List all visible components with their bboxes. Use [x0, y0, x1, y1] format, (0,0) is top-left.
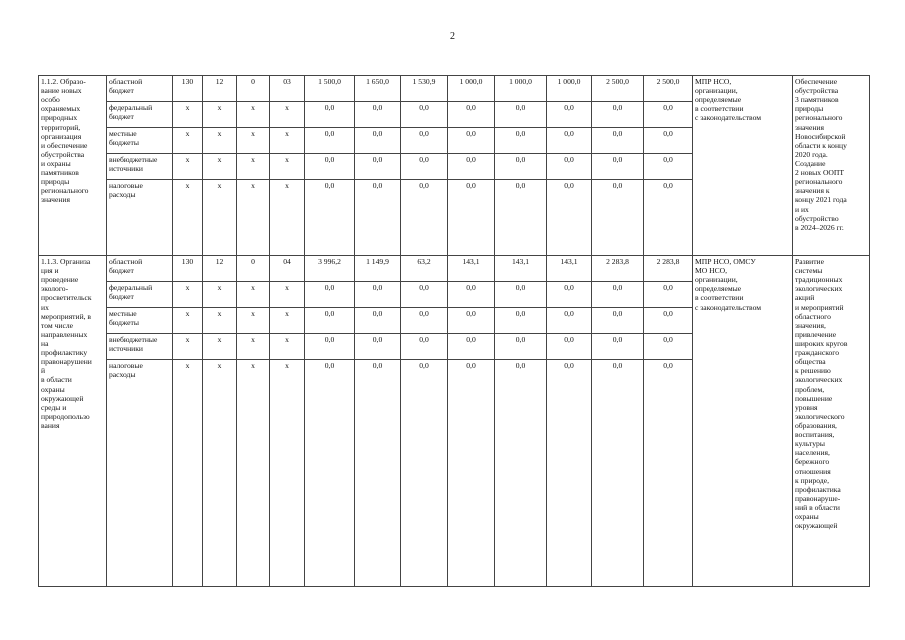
budget-code-cell: 0 [237, 76, 270, 102]
funding-source [107, 180, 173, 256]
amount-cell: 0,0 [448, 360, 495, 587]
funding-source [107, 308, 173, 334]
amount-cell: 0,0 [305, 360, 355, 587]
amount-cell: 0,0 [401, 360, 448, 587]
amount-cell: 0,0 [305, 308, 355, 334]
amount-cell: 0,0 [495, 282, 547, 308]
expected-result-cell [793, 256, 870, 587]
amount-cell: 0,0 [547, 102, 592, 128]
amount-cell: 0,0 [592, 282, 644, 308]
amount-cell: 0,0 [401, 154, 448, 180]
budget-code-cell: 12 [203, 76, 237, 102]
amount-cell: 0,0 [355, 102, 401, 128]
amount-cell: 1 000,0 [495, 76, 547, 102]
table-row [39, 76, 870, 102]
amount-cell: 0,0 [592, 360, 644, 587]
amount-cell: 0,0 [448, 334, 495, 360]
amount-cell: 0,0 [547, 308, 592, 334]
amount-cell: 0,0 [547, 360, 592, 587]
budget-code-cell: 03 [270, 76, 305, 102]
amount-cell: 2 283,8 [644, 256, 693, 282]
budget-code-cell: x [203, 154, 237, 180]
amount-cell: 0,0 [644, 154, 693, 180]
funding-source [107, 102, 173, 128]
budget-code-cell: x [237, 180, 270, 256]
budget-code-cell: x [270, 154, 305, 180]
budget-code-cell: x [203, 102, 237, 128]
amount-cell: 0,0 [644, 308, 693, 334]
amount-cell: 0,0 [305, 154, 355, 180]
amount-cell: 0,0 [305, 334, 355, 360]
amount-cell: 0,0 [401, 334, 448, 360]
amount-cell: 0,0 [448, 308, 495, 334]
budget-code-cell: x [173, 334, 203, 360]
executor-cell [693, 76, 793, 256]
budget-code-cell: x [237, 154, 270, 180]
amount-cell: 0,0 [355, 154, 401, 180]
funding-source [107, 282, 173, 308]
expected-result-text: Обеспечение обустройства 3 памятников природы регионального значения Новосибирской области к концу 2020 года. Создание 2 новых ООПТ регионального значения к концу 2021 года и их обустройство в 2024–2026 гг. [795, 77, 847, 232]
amount-cell: 1 000,0 [448, 76, 495, 102]
budget-code-cell: x [203, 360, 237, 587]
funding-source [107, 76, 173, 102]
budget-code-cell: x [237, 128, 270, 154]
budget-code-cell: 130 [173, 76, 203, 102]
budget-code-cell: x [173, 128, 203, 154]
amount-cell: 0,0 [305, 282, 355, 308]
funding-source [107, 360, 173, 587]
amount-cell: 0,0 [355, 334, 401, 360]
table-row [39, 256, 870, 282]
funding-source-text: областной бюджет [109, 257, 143, 276]
amount-cell: 0,0 [305, 128, 355, 154]
funding-source [107, 256, 173, 282]
funding-source-text: местные бюджеты [109, 129, 139, 148]
budget-code-cell: x [237, 282, 270, 308]
amount-cell: 0,0 [355, 128, 401, 154]
amount-cell: 3 996,2 [305, 256, 355, 282]
budget-code-cell: x [173, 360, 203, 587]
budget-code-cell: x [173, 308, 203, 334]
amount-cell: 0,0 [592, 308, 644, 334]
funding-source-text: местные бюджеты [109, 309, 139, 328]
amount-cell: 0,0 [401, 180, 448, 256]
funding-source-text: внебюджетные источники [109, 335, 158, 354]
budget-code-cell: x [173, 102, 203, 128]
amount-cell: 0,0 [495, 154, 547, 180]
amount-cell: 1 500,0 [305, 76, 355, 102]
amount-cell: 0,0 [547, 282, 592, 308]
budget-code-cell: 130 [173, 256, 203, 282]
activity-title-text: 1.1.3. Организа ция и проведение эколого- просветительск их мероприятий, в том числе направленных на профилактику правонарушени й в области охраны окружающей среды и природопользо вания [41, 257, 92, 430]
budget-code-cell: x [203, 308, 237, 334]
amount-cell: 0,0 [644, 334, 693, 360]
budget-code-cell: x [203, 334, 237, 360]
amount-cell: 0,0 [401, 102, 448, 128]
amount-cell: 0,0 [592, 154, 644, 180]
amount-cell: 2 283,8 [592, 256, 644, 282]
activity-title-text: 1.1.2. Образо- вание новых особо охраняемых природных территорий, организация и обеспечение обустройства и охраны памятников природы регионального значения [41, 77, 89, 205]
amount-cell: 0,0 [448, 154, 495, 180]
amount-cell: 0,0 [592, 180, 644, 256]
funding-source-text: налоговые расходы [109, 361, 143, 380]
amount-cell: 0,0 [547, 334, 592, 360]
amount-cell: 0,0 [644, 360, 693, 587]
amount-cell: 0,0 [305, 102, 355, 128]
budget-code-cell: x [173, 282, 203, 308]
amount-cell: 1 650,0 [355, 76, 401, 102]
amount-cell: 0,0 [495, 180, 547, 256]
budget-code-cell: x [237, 102, 270, 128]
executor-text: МПР НСО, ОМСУ МО НСО, организации, определяемые в соответствии с законодательством [695, 257, 762, 312]
budget-code-cell: x [173, 180, 203, 256]
activity-title [39, 76, 107, 256]
budget-code-cell: x [270, 334, 305, 360]
amount-cell: 143,1 [495, 256, 547, 282]
amount-cell: 0,0 [495, 360, 547, 587]
amount-cell: 0,0 [448, 180, 495, 256]
budget-code-cell: x [237, 360, 270, 587]
funding-source [107, 154, 173, 180]
funding-source-text: областной бюджет [109, 77, 143, 96]
budget-code-cell: x [203, 282, 237, 308]
amount-cell: 1 000,0 [547, 76, 592, 102]
amount-cell: 0,0 [448, 102, 495, 128]
funding-source-text: налоговые расходы [109, 181, 143, 200]
budget-code-cell: x [270, 360, 305, 587]
amount-cell: 143,1 [448, 256, 495, 282]
activity-title [39, 256, 107, 587]
budget-code-cell: 04 [270, 256, 305, 282]
amount-cell: 0,0 [592, 128, 644, 154]
budget-code-cell: x [270, 282, 305, 308]
amount-cell: 0,0 [495, 128, 547, 154]
funding-source [107, 334, 173, 360]
budget-code-cell: x [173, 154, 203, 180]
amount-cell: 0,0 [355, 308, 401, 334]
amount-cell: 0,0 [355, 180, 401, 256]
expected-result-cell [793, 76, 870, 256]
funding-source [107, 128, 173, 154]
executor-cell [693, 256, 793, 587]
budget-code-cell: x [237, 334, 270, 360]
amount-cell: 0,0 [355, 360, 401, 587]
amount-cell: 0,0 [448, 128, 495, 154]
budget-code-cell: x [270, 180, 305, 256]
amount-cell: 0,0 [495, 334, 547, 360]
amount-cell: 0,0 [547, 128, 592, 154]
executor-text: МПР НСО, организации, определяемые в соответствии с законодательством [695, 77, 762, 123]
budget-table [38, 75, 870, 587]
budget-code-cell: 12 [203, 256, 237, 282]
funding-source-text: федеральный бюджет [109, 283, 153, 302]
expected-result-text: Развитие системы традиционных экологических акций и мероприятий областного значения, привлечение широких кругов гражданского общества к решению экологических проблем, повышение уровня экологического образования, воспитания, культуры населения, бережного отношения к природе, профилактика правонаруше- ний в области охраны окружающей [795, 257, 848, 531]
amount-cell: 0,0 [644, 102, 693, 128]
amount-cell: 0,0 [644, 282, 693, 308]
amount-cell: 0,0 [401, 308, 448, 334]
amount-cell: 1 149,9 [355, 256, 401, 282]
amount-cell: 0,0 [401, 282, 448, 308]
amount-cell: 0,0 [644, 180, 693, 256]
amount-cell: 0,0 [495, 308, 547, 334]
amount-cell: 63,2 [401, 256, 448, 282]
funding-source-text: внебюджетные источники [109, 155, 158, 174]
amount-cell: 0,0 [547, 180, 592, 256]
amount-cell: 0,0 [448, 282, 495, 308]
amount-cell: 0,0 [495, 102, 547, 128]
amount-cell: 0,0 [305, 180, 355, 256]
amount-cell: 0,0 [401, 128, 448, 154]
amount-cell: 0,0 [547, 154, 592, 180]
amount-cell: 0,0 [355, 282, 401, 308]
budget-code-cell: x [270, 128, 305, 154]
amount-cell: 0,0 [592, 334, 644, 360]
budget-code-cell: x [203, 128, 237, 154]
amount-cell: 143,1 [547, 256, 592, 282]
budget-code-cell: 0 [237, 256, 270, 282]
amount-cell: 0,0 [644, 128, 693, 154]
budget-code-cell: x [203, 180, 237, 256]
amount-cell: 2 500,0 [644, 76, 693, 102]
budget-code-cell: x [237, 308, 270, 334]
amount-cell: 0,0 [592, 102, 644, 128]
funding-source-text: федеральный бюджет [109, 103, 153, 122]
amount-cell: 1 530,9 [401, 76, 448, 102]
page-number: 2 [450, 31, 455, 42]
budget-code-cell: x [270, 102, 305, 128]
budget-code-cell: x [270, 308, 305, 334]
amount-cell: 2 500,0 [592, 76, 644, 102]
